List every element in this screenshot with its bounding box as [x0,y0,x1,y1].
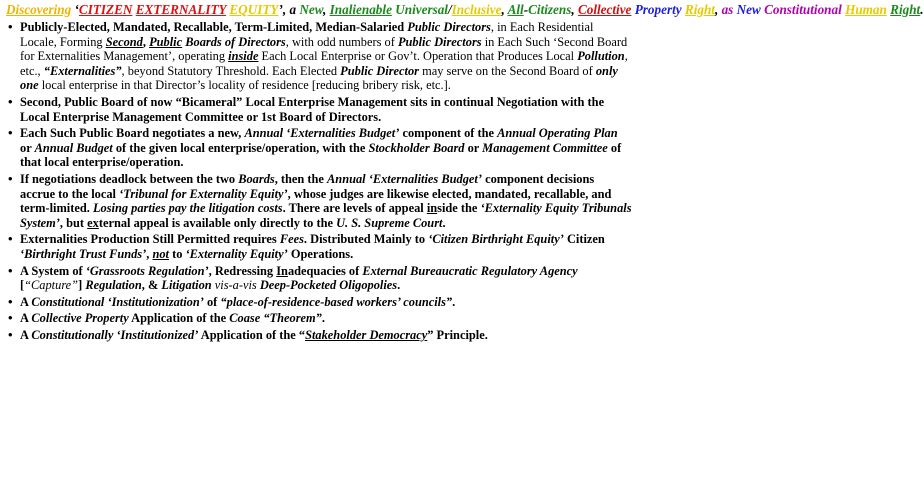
title-word: EXTERNALITY [135,2,227,17]
text-run: ” Principle. [427,327,488,342]
text-run: , but [59,215,88,230]
text-run: in [426,201,438,216]
text-run: Recallable [173,20,229,34]
slide-title [6,2,924,18]
text-run: ‘Birthright Trust Funds’ [20,246,147,261]
title-word: Property [634,2,682,17]
title-word: Right [684,2,715,17]
text-run: , [146,246,153,261]
bullet-item [6,126,632,170]
title-word: , [501,2,508,17]
text-run: Public Director [340,63,419,78]
text-run: Fees [279,232,304,247]
text-run: , then the [274,171,328,186]
title-word: Universal [395,2,448,17]
text-run: not [152,246,169,261]
text-run: U. S. Supreme Court [336,215,443,230]
text-run: component of the [399,126,498,141]
text-run: Citizen [563,232,605,247]
text-run: Collective Property [31,311,129,326]
text-run: Pollution [577,49,625,64]
text-run: Public Directors [407,20,491,34]
text-run: Litigation [161,278,212,293]
text-run: A [20,327,32,342]
title-word: New [736,2,761,17]
text-run: , [142,34,150,49]
text-run: Operations. [287,246,354,261]
text-run: , Redressing [208,263,277,278]
text-run: vis-a-vis [211,278,260,293]
text-run: , [228,20,235,34]
title-word: Inclusive [451,2,502,17]
title-word: EQUITY [229,2,279,17]
text-run: to [169,246,186,261]
text-run: , [106,20,113,34]
title-word: ’, a [278,2,300,17]
text-run: Constitutionally ‘Institutionized’ [31,327,199,342]
text-run: , whose judges are likewise elected, mandated, recallable, and term-limited. [20,186,612,216]
text-run: ‘Externality Equity Tribunals System’ [20,201,632,230]
text-run: ex [87,215,99,230]
title-word: , [714,2,722,17]
text-run: Application of the “ [198,327,306,342]
title-word: . [920,2,924,17]
text-run: ternal appeal is available only directly to the [98,215,337,230]
text-run: Externalities Production Still Permitted requires [20,232,280,247]
title-word: Discovering [6,2,72,17]
text-run: inside [228,49,259,64]
text-run: Management Committee [482,140,608,155]
title-word: ‘ [71,2,79,17]
title-word: New [299,2,324,17]
text-run: may serve on the Second Board of [418,63,596,78]
text-run: ‘Tribunal for Externality Equity’ [119,186,288,201]
text-run: or [20,140,35,155]
bullet-item [6,20,632,93]
text-run: Annual ‘Externalities Budget’ [327,171,482,186]
text-run: Deep-Pocketed Oligopolies [259,278,398,293]
text-run: Annual ‘Externalities Budget’ [244,126,400,141]
text-run: A System of [20,263,86,278]
text-run: Second [105,34,143,49]
title-word: Inalienable [329,2,392,17]
text-run: Boards [238,171,275,186]
text-run: A [20,311,32,326]
title-word: / [447,2,452,17]
bullet-item [6,95,632,124]
text-run: Annual Budget [34,140,113,155]
text-run: Term-Limited [234,20,310,34]
text-run: Stakeholder Democracy [305,327,428,342]
text-run: Publicly-Elected [20,20,107,34]
text-run: External Bureaucratic Regulatory Agency [362,263,578,278]
title-word: as [721,2,734,17]
bullet-item [6,295,632,310]
title-word: , [571,2,578,17]
text-run: Stockholder Board [368,140,465,155]
text-run: [ [20,278,25,293]
text-run: “Capture” [24,278,79,293]
text-run: , in Each Residential Locale, Forming [20,20,594,49]
bullet-item [6,328,632,343]
text-run: Regulation [85,278,142,293]
text-run: In [276,263,288,278]
text-run: , beyond Statutory Threshold. Each Elected [121,63,341,78]
text-run: Median-Salaried [315,20,408,34]
title-word: - [523,2,529,17]
title-word: Constitutional [764,2,842,17]
text-run: , [309,20,316,34]
text-run: in Each Such ‘Second Board for Externalities Management’, operating [20,34,628,64]
text-run: Constitutional ‘Institutionization’ [31,294,204,309]
bullet-list [6,20,632,342]
text-run: , with odd numbers of [285,34,398,49]
title-word: All [507,2,524,17]
bullet-item [6,311,632,326]
title-word: Collective [577,2,632,17]
text-run: local enterprise in that Director’s locality of residence [reducing bribery risk, etc.]. [38,78,451,93]
text-run: Application of the [128,311,230,326]
title-word: Citizens [528,2,572,17]
title-word: CITIZEN [78,2,133,17]
text-run: . There are levels of appeal [282,201,427,216]
text-run: ‘Externality Equity’ [185,246,288,261]
text-run: ‘Grassroots Regulation’ [85,263,209,278]
text-run: side the [437,201,481,216]
text-run: . [321,311,325,326]
text-run: , etc., [20,49,628,78]
text-run: . Distributed Mainly to [303,232,429,247]
text-run: only one [20,63,618,93]
text-run: of the given local enterprise/operation, with the [112,140,369,155]
text-run: Coase “Theorem” [229,311,322,326]
title-word: Human [845,2,887,17]
text-run: “Externalities” [43,63,122,78]
text-run: . [397,278,401,293]
text-run: , [167,20,174,34]
title-word: , [323,2,330,17]
text-run: Public Directors [397,34,482,49]
text-run: If negotiations deadlock between the two [20,171,239,186]
bullet-item [6,264,632,293]
text-run: Losing parties pay the litigation costs [92,201,283,216]
text-run: Public [149,34,183,49]
text-run: component decisions accrue to the local [20,171,595,201]
text-run: adequacies of [287,263,363,278]
text-run: ‘Citizen Birthright Equity’ [428,232,564,247]
text-run: . [452,294,456,309]
text-run: Second, Public Board of now “Bicameral” Local Enterprise Management sits in continual Negotiation with the Local Enterprise Management Committee or 1st Board of Directors. [20,94,605,124]
text-run: ] [78,278,86,293]
bullet-item [6,172,632,230]
text-run: of that local enterprise/operation. [20,140,622,170]
text-run: A [20,294,32,309]
bullet-item [6,232,632,261]
text-run: “place-of-residence-based workers’ councils” [220,294,453,309]
text-run: . [442,215,446,230]
text-run: Each Local Enterprise or Gov’t. Operation that Produces Local [258,49,578,64]
title-word: Right [890,2,921,17]
text-run: Boards of Directors [185,34,286,49]
text-run: Mandated [112,20,168,34]
text-run: of [203,294,221,309]
text-run: Each Such Public Board negotiates a new, [20,126,245,141]
text-run: or [464,140,483,155]
text-run: Annual Operating Plan [497,126,618,141]
text-run: , & [141,278,162,293]
